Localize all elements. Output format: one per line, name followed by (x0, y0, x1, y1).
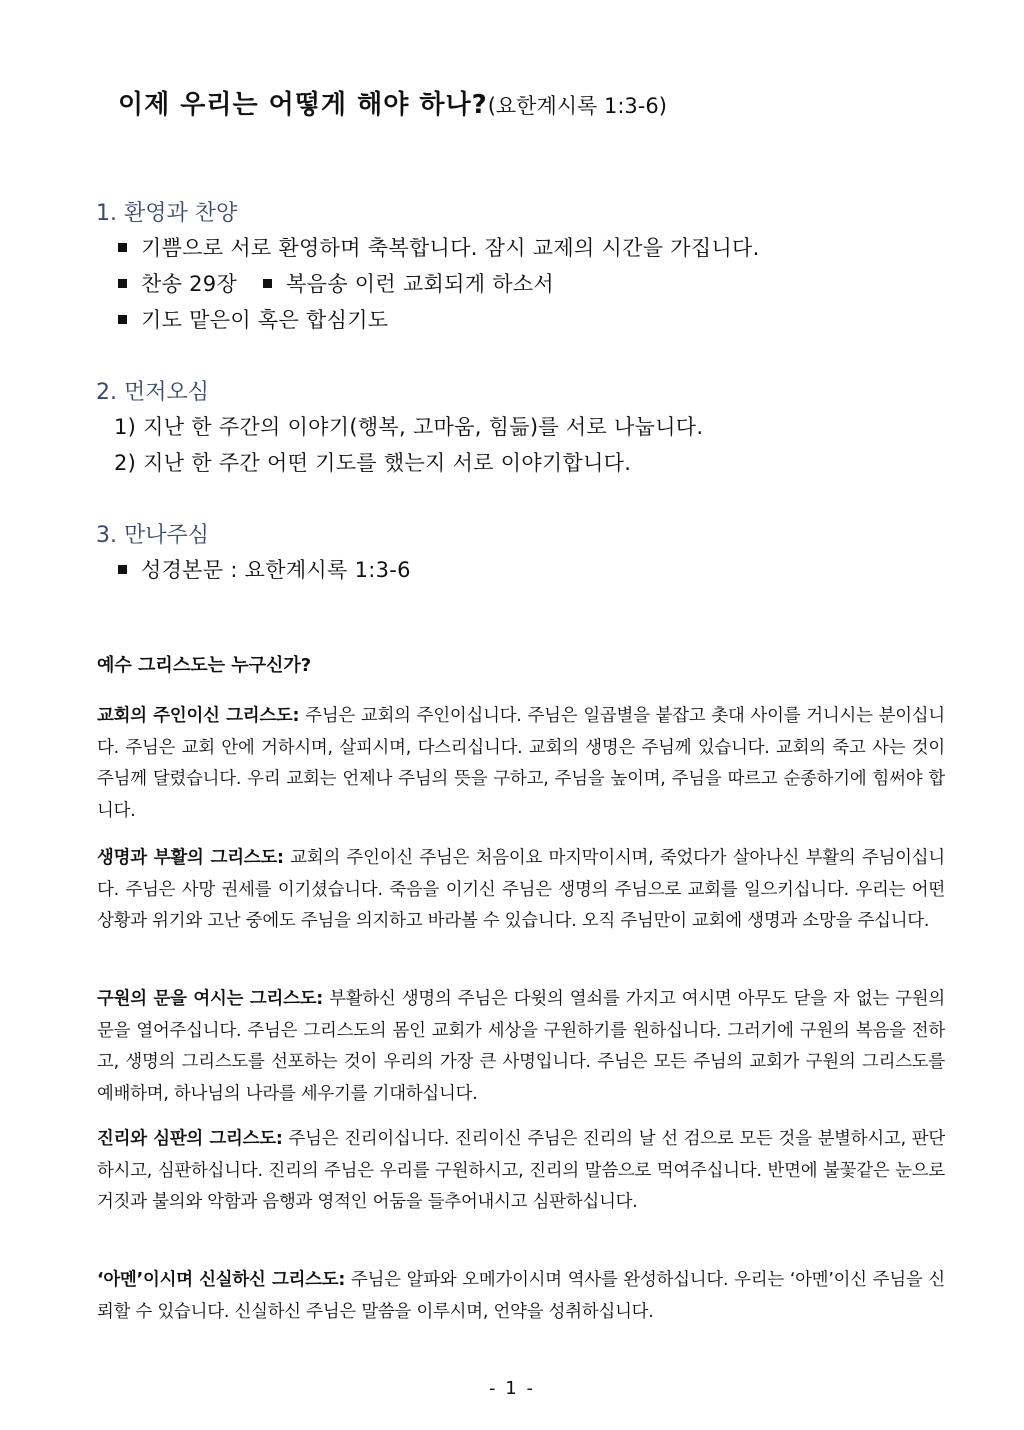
list-item: 찬송 29장 복음송 이런 교회되게 하소서 (118, 268, 554, 298)
section-heading-meeting: 3. 만나주심 (96, 523, 209, 548)
paragraph-text: 부활하신 생명의 주님은 다윗의 열쇠를 가지고 여시면 아무도 닫을 자 없는 구원의 문을 열어주십니다. 주님은 그리스도의 몸인 교회가 세상을 구원하기를 원하십니다. 그러기에 구원의 복음을 전하고, 생명의 그리스도를 선포하는 것이 우리의 가장 큰 사명입니다. 주님은 모든 주님의 교회가 구원의 그리스도를 예배하며, 하나님의 나라를 세우기를 기대하십니다. (97, 989, 946, 1104)
paragraph-text: 주님은 교회의 주인이십니다. 주님은 일곱별을 붙잡고 촛대 사이를 거니시는 분이십니다. 주님은 교회 안에 거하시며, 살피시며, 다스리십니다. 교회의 생명은 주님께 있습니다. 교회의 죽고 사는 것이 주님께 달렸습니다. 우리 교회는 언제나 주님의 뜻을 구하고, 주님을 높이며, 주님을 따르고 순종하기에 힘써야 합니다. (97, 706, 946, 821)
square-bullet-icon (118, 279, 127, 288)
question-heading: 예수 그리스도는 누구신가? (97, 655, 312, 676)
square-bullet-icon (263, 279, 272, 288)
square-bullet-icon (118, 243, 127, 252)
page-number: - 1 - (489, 1378, 535, 1399)
list-item: 기쁨으로 서로 환영하며 축복합니다. 잠시 교제의 시간을 가집니다. (118, 232, 760, 262)
list-item: 2) 지난 한 주간 어떤 기도를 했는지 서로 이야기합니다. (114, 451, 632, 475)
paragraph-text: 주님은 진리이십니다. 진리이신 주님은 진리의 날 선 검으로 모든 것을 분별하시고, 판단하시고, 심판하십니다. 진리의 주님은 우리를 구원하시고, 진리의 말씀으로 먹여주십니다. 반면에 불꽃같은 눈으로 거짓과 불의와 악함과 음행과 영적인 어둠을 들추어내시고 심판하십니다. (97, 1129, 945, 1212)
paragraph-label: ‘아멘’이시며 신실하신 그리스도: (97, 1270, 346, 1290)
paragraph-label: 교회의 주인이신 그리스도: (97, 706, 300, 726)
paragraph-label: 생명과 부활의 그리스도: (97, 848, 284, 868)
paragraph-text: 주님은 알파와 오메가이시며 역사를 완성하십니다. 우리는 ‘아멘’이신 주님을 신뢰할 수 있습니다. 신실하신 주님은 말씀을 이루시며, 언약을 성취하십니다. (97, 1270, 945, 1322)
list-item: 1) 지난 한 주간의 이야기(행복, 고마움, 힘듦)를 서로 나눕니다. (114, 415, 704, 439)
paragraph-owner-of-church (97, 701, 945, 827)
paragraph-life-and-resurrection (97, 843, 945, 938)
square-bullet-icon (118, 565, 127, 574)
list-item: 성경본문 : 요한계시록 1:3-6 (118, 554, 411, 584)
title-reference: (요한계시록 1:3-6) (487, 94, 667, 118)
paragraph-label: 진리와 심판의 그리스도: (97, 1129, 283, 1149)
paragraph-truth-and-judgment (97, 1124, 945, 1219)
title-main: 이제 우리는 어떻게 해야 하나? (118, 90, 488, 120)
list-item: 기도 맡은이 혹은 합심기도 (118, 304, 388, 334)
section-heading-welcome: 1. 환영과 찬양 (96, 201, 238, 226)
paragraph-text: 교회의 주인이신 주님은 처음이요 마지막이시며, 죽었다가 살아나신 부활의 주님이십니다. 주님은 사망 권세를 이기셨습니다. 죽음을 이기신 주님은 생명의 주님으로 교회를 일으키십니다. 우리는 어떤 상황과 위기와 고난 중에도 주님을 의지하고 바라볼 수 있습니다. 오직 주님만이 교회에 생명과 소망을 주십니다. (97, 848, 945, 931)
paragraph-amen-faithful (97, 1265, 945, 1328)
page-title (118, 84, 667, 121)
square-bullet-icon (118, 315, 127, 324)
section-heading-first-coming: 2. 먼저오심 (96, 380, 209, 405)
paragraph-label: 구원의 문을 여시는 그리스도: (97, 989, 324, 1009)
paragraph-door-of-salvation (97, 984, 945, 1110)
